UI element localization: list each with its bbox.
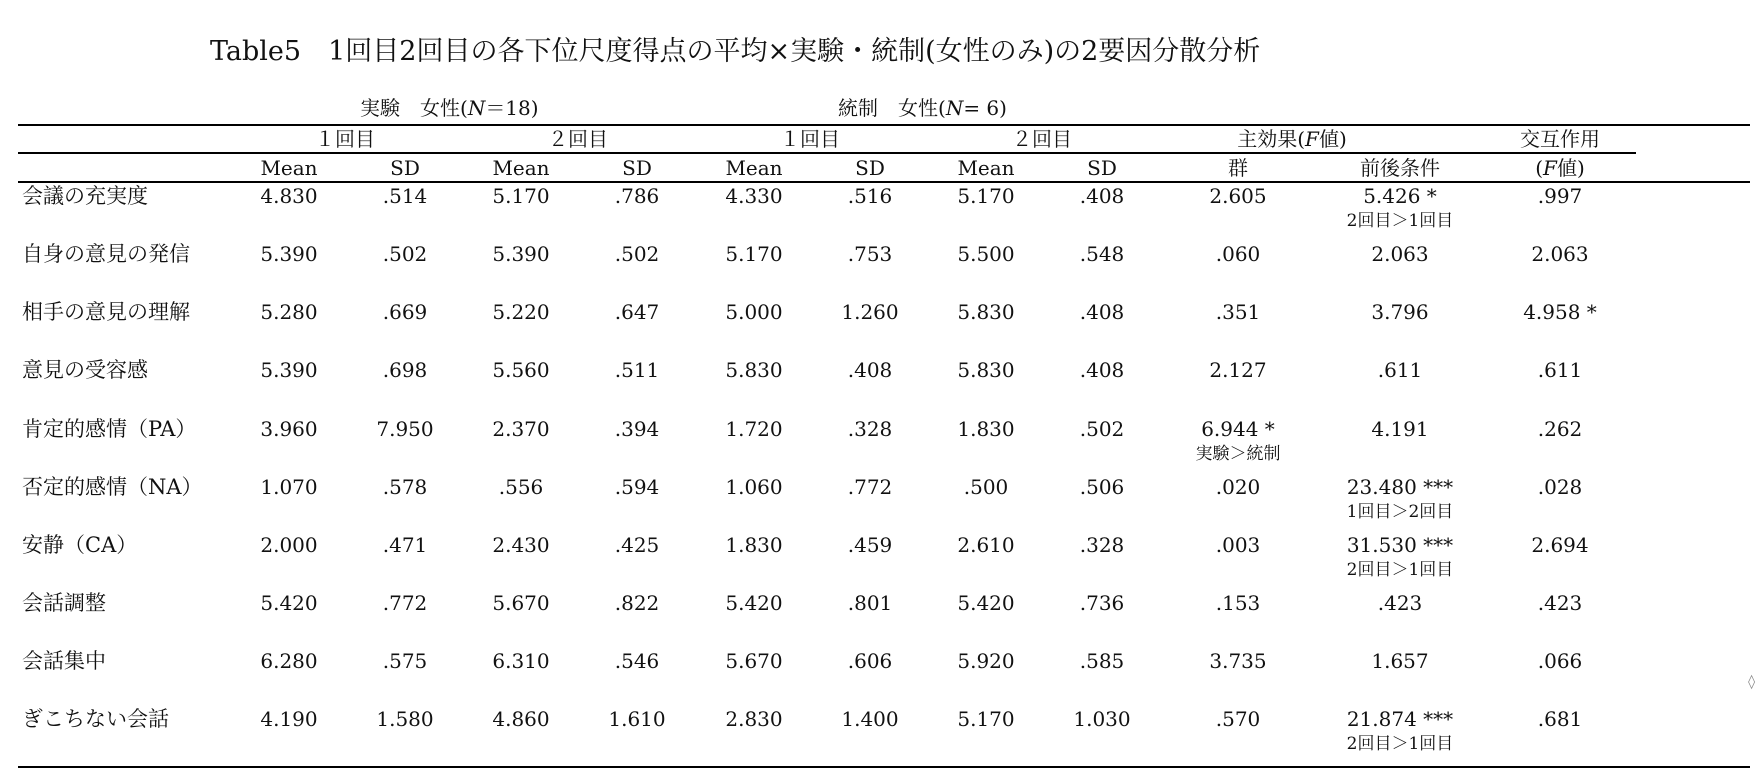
table-cell: 4.191 <box>1371 417 1429 441</box>
table-cell: 1.580 <box>376 707 434 731</box>
table-cell: 4.860 <box>492 707 550 731</box>
table-cell: .408 <box>1079 300 1125 324</box>
table-cell: 5.390 <box>260 242 318 266</box>
table-cell: .502 <box>1079 417 1125 441</box>
session-rule <box>18 152 1636 154</box>
table-cell: 2.610 <box>957 533 1015 557</box>
corner-mark: ◊ <box>1748 674 1755 690</box>
session-ctl-second: ２回目 <box>1012 127 1072 151</box>
table-cell: .594 <box>614 475 660 499</box>
table-cell: .500 <box>963 475 1009 499</box>
table-cell: 5.560 <box>492 358 550 382</box>
group-control-n-symbol: N <box>945 96 964 120</box>
row-label: 会議の充実度 <box>22 184 148 208</box>
table-cell: 1.720 <box>725 417 783 441</box>
row-label: 肯定的感情（PA） <box>22 417 197 441</box>
table-cell: .394 <box>614 417 660 441</box>
table-cell: 5.426 * <box>1363 184 1437 208</box>
top-rule <box>18 124 1750 126</box>
table-cell: 1.060 <box>725 475 783 499</box>
table-cell: 5.830 <box>957 300 1015 324</box>
table-cell: .753 <box>847 242 893 266</box>
session-exp-second: ２回目 <box>548 127 608 151</box>
condition-comparison-note: 2回目＞1回目 <box>1346 560 1454 580</box>
table-cell: .502 <box>382 242 428 266</box>
table-cell: 4.830 <box>260 184 318 208</box>
table-cell: 6.280 <box>260 649 318 673</box>
table-cell: .546 <box>614 649 660 673</box>
table-cell: 2.000 <box>260 533 318 557</box>
row-label: 会話調整 <box>22 591 106 615</box>
interaction-sub-suffix: 値) <box>1556 156 1585 180</box>
table-cell: 1.400 <box>841 707 899 731</box>
table-cell: 1.830 <box>725 533 783 557</box>
table-cell: .647 <box>614 300 660 324</box>
main-effect-label: 主効果( <box>1237 127 1306 151</box>
group-control-n-value: = 6) <box>963 96 1007 120</box>
table-cell: .669 <box>382 300 428 324</box>
col-header-exp2-sd: SD <box>622 156 652 180</box>
table-cell: 2.063 <box>1531 242 1589 266</box>
table-cell: 2.370 <box>492 417 550 441</box>
table-cell: 1.070 <box>260 475 318 499</box>
table-cell: 1.260 <box>841 300 899 324</box>
table-cell: 5.670 <box>492 591 550 615</box>
table-cell: .681 <box>1537 707 1583 731</box>
row-label: 相手の意見の理解 <box>22 300 190 324</box>
table-cell: .548 <box>1079 242 1125 266</box>
table-cell: 6.944 * <box>1201 417 1275 441</box>
table-cell: .408 <box>1079 184 1125 208</box>
table-cell: 2.430 <box>492 533 550 557</box>
table-cell: .459 <box>847 533 893 557</box>
table-cell: 23.480 *** <box>1346 475 1454 499</box>
condition-comparison-note: 1回目＞2回目 <box>1346 502 1454 522</box>
table-cell: 3.960 <box>260 417 318 441</box>
group-control-header <box>838 98 1007 118</box>
table-cell: .786 <box>614 184 660 208</box>
group-experiment-n-symbol: N <box>467 96 486 120</box>
table-cell: .502 <box>614 242 660 266</box>
table-cell: 1.030 <box>1073 707 1131 731</box>
table-cell: .698 <box>382 358 428 382</box>
table-cell: 4.330 <box>725 184 783 208</box>
table-cell: 6.310 <box>492 649 550 673</box>
table-cell: .408 <box>847 358 893 382</box>
table-cell: 5.170 <box>957 184 1015 208</box>
col-header-exp2-mean: Mean <box>492 156 550 180</box>
table-cell: .556 <box>498 475 544 499</box>
table-cell: 4.958 * <box>1523 300 1597 324</box>
main-effect-header <box>1237 129 1347 149</box>
row-label: 会話集中 <box>22 649 106 673</box>
col-header-exp1-mean: Mean <box>260 156 318 180</box>
col-header-exp1-sd: SD <box>390 156 420 180</box>
table-cell: .328 <box>1079 533 1125 557</box>
table-cell: .570 <box>1215 707 1261 731</box>
group-control-label: 統制 女性( <box>838 96 946 120</box>
table-cell: .003 <box>1215 533 1261 557</box>
group-experiment-n-value: ＝18) <box>485 96 539 120</box>
table-cell: .736 <box>1079 591 1125 615</box>
row-label: 否定的感情（NA） <box>22 475 203 499</box>
table-cell: 5.170 <box>957 707 1015 731</box>
table-cell: 4.190 <box>260 707 318 731</box>
header-bottom-rule <box>18 181 1750 183</box>
table-cell: .471 <box>382 533 428 557</box>
row-label: 意見の受容感 <box>22 358 148 382</box>
session-exp-first: １回目 <box>315 127 375 151</box>
table-cell: 21.874 *** <box>1346 707 1454 731</box>
table-cell: .772 <box>382 591 428 615</box>
table-cell: .423 <box>1537 591 1583 615</box>
row-label: 安静（CA） <box>22 533 138 557</box>
table-title: Table5 1回目2回目の各下位尺度得点の平均×実験・統制(女性のみ)の2要因分散分析 <box>210 36 1261 67</box>
col-header-ctl1-sd: SD <box>855 156 885 180</box>
group-experiment-label: 実験 女性( <box>360 96 468 120</box>
session-ctl-first: １回目 <box>780 127 840 151</box>
table-cell: 5.000 <box>725 300 783 324</box>
table-cell: 5.170 <box>725 242 783 266</box>
table-cell: .423 <box>1377 591 1423 615</box>
table-cell: 5.670 <box>725 649 783 673</box>
table-cell: 2.694 <box>1531 533 1589 557</box>
table-cell: 5.830 <box>725 358 783 382</box>
group-experiment-header <box>360 98 539 118</box>
interaction-sub-prefix: ( <box>1535 156 1544 180</box>
table-cell: .997 <box>1537 184 1583 208</box>
main-effect-f-symbol: F <box>1305 127 1319 151</box>
main-effect-suffix: 値) <box>1318 127 1347 151</box>
interaction-header: 交互作用 <box>1520 127 1600 151</box>
table-cell: .060 <box>1215 242 1261 266</box>
table-cell: 5.420 <box>957 591 1015 615</box>
condition-comparison-note: 2回目＞1回目 <box>1346 734 1454 754</box>
col-header-condition: 前後条件 <box>1360 156 1440 180</box>
table-cell: 1.830 <box>957 417 1015 441</box>
table-cell: 5.920 <box>957 649 1015 673</box>
bottom-rule <box>18 766 1750 768</box>
table-cell: .578 <box>382 475 428 499</box>
table-cell: .506 <box>1079 475 1125 499</box>
row-label: 自身の意見の発信 <box>22 242 190 266</box>
table-cell: 1.610 <box>608 707 666 731</box>
col-header-group: 群 <box>1228 156 1248 180</box>
table-cell: 5.420 <box>260 591 318 615</box>
table-cell: .153 <box>1215 591 1261 615</box>
col-header-ctl2-sd: SD <box>1087 156 1117 180</box>
col-header-interaction-f <box>1535 158 1585 178</box>
table-cell: 5.390 <box>260 358 318 382</box>
table-cell: 2.605 <box>1209 184 1267 208</box>
table-cell: .822 <box>614 591 660 615</box>
table-cell: .351 <box>1215 300 1261 324</box>
table-cell: .575 <box>382 649 428 673</box>
table-cell: 7.950 <box>376 417 434 441</box>
table-cell: 5.830 <box>957 358 1015 382</box>
table-cell: .262 <box>1537 417 1583 441</box>
col-header-ctl2-mean: Mean <box>957 156 1015 180</box>
table-cell: 5.420 <box>725 591 783 615</box>
table-cell: .020 <box>1215 475 1261 499</box>
table-cell: 5.500 <box>957 242 1015 266</box>
table-cell: 5.280 <box>260 300 318 324</box>
table-cell: 5.390 <box>492 242 550 266</box>
table-cell: 2.063 <box>1371 242 1429 266</box>
row-label: ぎこちない会話 <box>22 707 169 731</box>
table-cell: 5.220 <box>492 300 550 324</box>
table-cell: .772 <box>847 475 893 499</box>
table-cell: .514 <box>382 184 428 208</box>
table-cell: .511 <box>614 358 660 382</box>
table-cell: .425 <box>614 533 660 557</box>
table-cell: .611 <box>1537 358 1583 382</box>
table-cell: 3.796 <box>1371 300 1429 324</box>
table-cell: .408 <box>1079 358 1125 382</box>
table-cell: 31.530 *** <box>1346 533 1454 557</box>
table-cell: .328 <box>847 417 893 441</box>
table-cell: 1.657 <box>1371 649 1429 673</box>
table-cell: .801 <box>847 591 893 615</box>
table-cell: .585 <box>1079 649 1125 673</box>
condition-comparison-note: 2回目＞1回目 <box>1346 211 1454 231</box>
table-cell: .066 <box>1537 649 1583 673</box>
table-cell: .611 <box>1377 358 1423 382</box>
table-cell: 3.735 <box>1209 649 1267 673</box>
interaction-f-symbol: F <box>1543 156 1557 180</box>
table-cell: 2.830 <box>725 707 783 731</box>
col-header-ctl1-mean: Mean <box>725 156 783 180</box>
table-cell: .028 <box>1537 475 1583 499</box>
group-comparison-note: 実験＞統制 <box>1195 444 1281 464</box>
table-cell: 2.127 <box>1209 358 1267 382</box>
table-cell: .516 <box>847 184 893 208</box>
table-cell: .606 <box>847 649 893 673</box>
table-cell: 5.170 <box>492 184 550 208</box>
